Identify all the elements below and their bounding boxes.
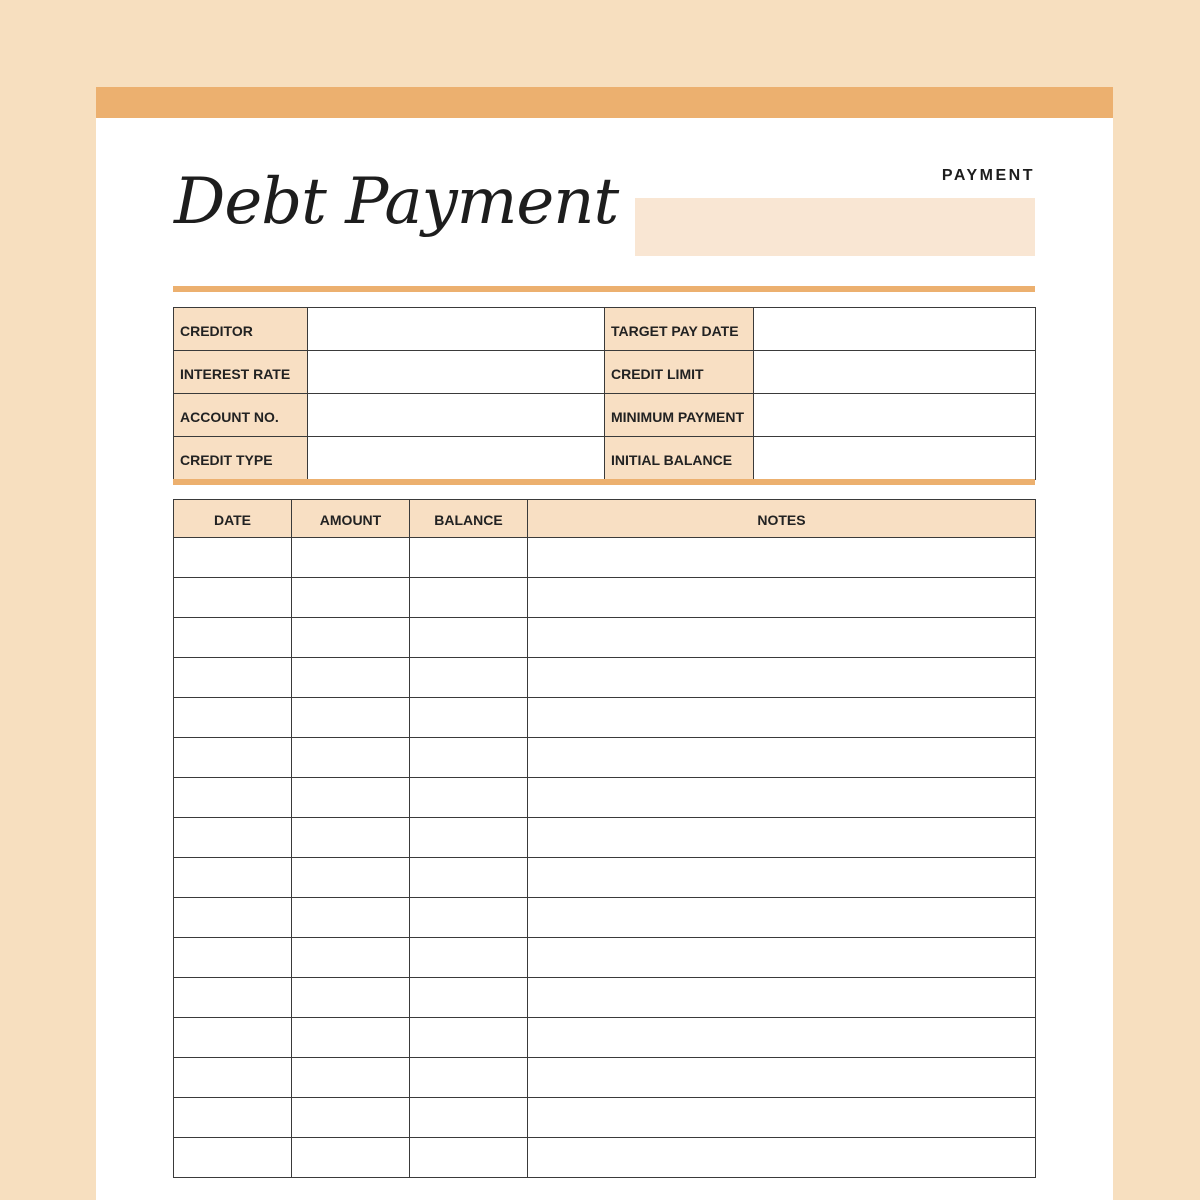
divider-top (173, 286, 1035, 292)
notes-cell[interactable] (528, 1138, 1036, 1178)
balance-cell[interactable] (410, 618, 528, 658)
initial-balance-field[interactable] (754, 437, 1036, 480)
date-cell[interactable] (174, 738, 292, 778)
date-cell[interactable] (174, 858, 292, 898)
date-column-header: DATE (174, 500, 292, 538)
notes-cell[interactable] (528, 618, 1036, 658)
date-cell[interactable] (174, 1058, 292, 1098)
credit-limit-field[interactable] (754, 351, 1036, 394)
date-cell[interactable] (174, 818, 292, 858)
notes-cell[interactable] (528, 698, 1036, 738)
balance-cell[interactable] (410, 1138, 528, 1178)
amount-column-header: AMOUNT (292, 500, 410, 538)
top-accent-band (96, 87, 1113, 118)
minimum-payment-label: MINIMUM PAYMENT (605, 394, 754, 437)
credit-type-field[interactable] (308, 437, 605, 480)
table-row (174, 858, 1036, 898)
balance-cell[interactable] (410, 978, 528, 1018)
balance-cell[interactable] (410, 658, 528, 698)
date-cell[interactable] (174, 1018, 292, 1058)
amount-cell[interactable] (292, 778, 410, 818)
table-row (174, 1058, 1036, 1098)
balance-cell[interactable] (410, 818, 528, 858)
notes-column-header: NOTES (528, 500, 1036, 538)
amount-cell[interactable] (292, 898, 410, 938)
creditor-field[interactable] (308, 308, 605, 351)
notes-cell[interactable] (528, 658, 1036, 698)
balance-cell[interactable] (410, 1018, 528, 1058)
table-row (174, 698, 1036, 738)
table-row (174, 538, 1036, 578)
amount-cell[interactable] (292, 578, 410, 618)
table-row (174, 1098, 1036, 1138)
credit-limit-label: CREDIT LIMIT (605, 351, 754, 394)
amount-cell[interactable] (292, 938, 410, 978)
date-cell[interactable] (174, 938, 292, 978)
debt-info-table (173, 307, 1036, 480)
date-cell[interactable] (174, 658, 292, 698)
date-cell[interactable] (174, 778, 292, 818)
payment-label: PAYMENT (941, 167, 1035, 184)
date-cell[interactable] (174, 978, 292, 1018)
notes-cell[interactable] (528, 938, 1036, 978)
divider-middle (173, 479, 1035, 485)
notes-cell[interactable] (528, 778, 1036, 818)
balance-cell[interactable] (410, 578, 528, 618)
notes-cell[interactable] (528, 898, 1036, 938)
notes-cell[interactable] (528, 1018, 1036, 1058)
balance-cell[interactable] (410, 938, 528, 978)
planner-sheet (96, 87, 1113, 1200)
amount-cell[interactable] (292, 1018, 410, 1058)
balance-cell[interactable] (410, 898, 528, 938)
date-cell[interactable] (174, 898, 292, 938)
interest-rate-label: INTEREST RATE (174, 351, 308, 394)
table-row (174, 618, 1036, 658)
date-cell[interactable] (174, 618, 292, 658)
amount-cell[interactable] (292, 818, 410, 858)
date-cell[interactable] (174, 1098, 292, 1138)
notes-cell[interactable] (528, 858, 1036, 898)
date-cell[interactable] (174, 698, 292, 738)
payment-field[interactable] (635, 198, 1035, 256)
info-row (174, 437, 1036, 480)
date-cell[interactable] (174, 538, 292, 578)
target-pay-date-field[interactable] (754, 308, 1036, 351)
amount-cell[interactable] (292, 1138, 410, 1178)
account-no-field[interactable] (308, 394, 605, 437)
log-header-row (174, 500, 1036, 538)
amount-cell[interactable] (292, 658, 410, 698)
balance-column-header: BALANCE (410, 500, 528, 538)
table-row (174, 978, 1036, 1018)
balance-cell[interactable] (410, 538, 528, 578)
notes-cell[interactable] (528, 538, 1036, 578)
amount-cell[interactable] (292, 1098, 410, 1138)
info-row (174, 351, 1036, 394)
target-pay-date-label: TARGET PAY DATE (605, 308, 754, 351)
balance-cell[interactable] (410, 1058, 528, 1098)
table-row (174, 938, 1036, 978)
balance-cell[interactable] (410, 1098, 528, 1138)
notes-cell[interactable] (528, 818, 1036, 858)
amount-cell[interactable] (292, 738, 410, 778)
initial-balance-label: INITIAL BALANCE (605, 437, 754, 480)
notes-cell[interactable] (528, 738, 1036, 778)
notes-cell[interactable] (528, 1098, 1036, 1138)
balance-cell[interactable] (410, 698, 528, 738)
credit-type-label: CREDIT TYPE (174, 437, 308, 480)
amount-cell[interactable] (292, 1058, 410, 1098)
table-row (174, 658, 1036, 698)
amount-cell[interactable] (292, 858, 410, 898)
balance-cell[interactable] (410, 778, 528, 818)
page-title: Debt Payment (174, 165, 619, 239)
minimum-payment-field[interactable] (754, 394, 1036, 437)
table-row (174, 898, 1036, 938)
amount-cell[interactable] (292, 618, 410, 658)
info-row (174, 394, 1036, 437)
date-cell[interactable] (174, 1138, 292, 1178)
table-row (174, 1018, 1036, 1058)
interest-rate-field[interactable] (308, 351, 605, 394)
balance-cell[interactable] (410, 738, 528, 778)
table-row (174, 1138, 1036, 1178)
amount-cell[interactable] (292, 978, 410, 1018)
notes-cell[interactable] (528, 978, 1036, 1018)
date-cell[interactable] (174, 578, 292, 618)
amount-cell[interactable] (292, 698, 410, 738)
table-row (174, 738, 1036, 778)
info-row (174, 308, 1036, 351)
creditor-label: CREDITOR (174, 308, 308, 351)
notes-cell[interactable] (528, 1058, 1036, 1098)
payment-log-table (173, 499, 1036, 1178)
table-row (174, 778, 1036, 818)
table-row (174, 578, 1036, 618)
log-body (174, 538, 1036, 1178)
account-no-label: ACCOUNT NO. (174, 394, 308, 437)
notes-cell[interactable] (528, 578, 1036, 618)
table-row (174, 818, 1036, 858)
balance-cell[interactable] (410, 858, 528, 898)
amount-cell[interactable] (292, 538, 410, 578)
